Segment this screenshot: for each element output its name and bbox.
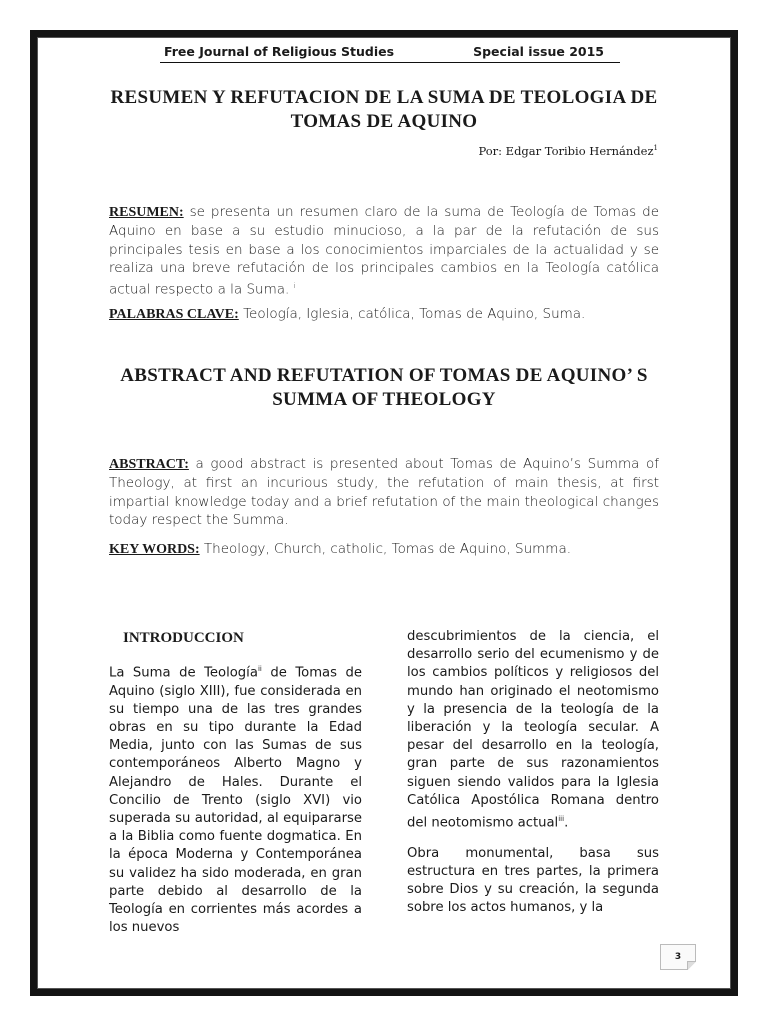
body-column-right [407, 628, 659, 929]
resumen-label: RESUMEN: [109, 205, 184, 220]
journal-name: Free Journal of Religious Studies [164, 44, 395, 59]
resumen-text: se presenta un resumen claro de la suma de Teología de Tomas de Aquino en base a su estudio minucioso, a la par de la refutación de sus principales tesis en base a los conocimientos imparciales de la actualidad y se realiza una breve refutación de los principales cambios en la Teología católica actual respecto a la Suma. [109, 204, 659, 298]
spanish-title-line1: RESUMEN Y REFUTACION DE LA SUMA DE TEOLOGIA DE [110, 87, 658, 108]
section-heading-introduccion: INTRODUCCION [123, 630, 244, 646]
palabras-clave-paragraph [109, 305, 659, 324]
palabras-clave-label: PALABRAS CLAVE: [109, 307, 239, 322]
body-text: descubrimientos de la ciencia, el desarrollo serio del ecumenismo y de los cambios políticos y religiosos del mundo han originado el neotomismo y la presencia de la teología de la liberación y la teología secular. A pesar del desarrollo en la teología, gran parte de sus razonamientos siguen siendo validos para la Iglesia Católica Apostólica Romana dentro del neotomismo actual [407, 629, 659, 831]
keywords-paragraph [109, 540, 659, 559]
body-paragraph [407, 845, 659, 918]
abstract-label: ABSTRACT: [109, 457, 189, 472]
page-number: 3 [660, 944, 696, 970]
author-line [478, 144, 658, 158]
issue-label: Special issue 2015 [473, 44, 604, 59]
palabras-clave-text: Teología, Iglesia, católica, Tomas de Aquino, Suma. [238, 306, 586, 322]
author-name: Por: Edgar Toribio Hernández [478, 144, 654, 158]
body-text: La Suma de Teología [109, 665, 258, 681]
spanish-title [100, 86, 668, 134]
body-text: Obra monumental, basa sus estructura en tres partes, la primera sobre Dios y su creación, la segunda sobre los actos humanos, y la [407, 845, 659, 916]
body-text: . [564, 815, 569, 831]
running-header [160, 44, 620, 63]
author-footnote-ref[interactable]: 1 [653, 144, 658, 153]
resumen-paragraph [109, 203, 659, 299]
resumen-footnote-ref[interactable]: i [293, 282, 296, 291]
abstract-text: a good abstract is presented about Tomas de Aquino’s Summa of Theology, at first an incurious study, the refutation of main thesis, at first impartial knowledge today and a brief refutation of the main theological changes today respect the Summa. [109, 456, 659, 528]
keywords-text: Theology, Church, catholic, Tomas de Aquino, Summa. [199, 541, 572, 557]
footnote-ref-iii[interactable]: iii [558, 815, 565, 824]
abstract-paragraph [109, 455, 659, 529]
body-paragraph [407, 628, 659, 833]
keywords-label: KEY WORDS: [109, 542, 200, 557]
footnote-ref-ii[interactable]: ii [257, 665, 262, 673]
spanish-title-line2: TOMAS DE AQUINO [290, 111, 478, 132]
english-title-line1: ABSTRACT AND REFUTATION OF TOMAS DE AQUINO’ S [120, 365, 648, 386]
english-title-line2: SUMMA OF THEOLOGY [272, 389, 496, 410]
english-title [100, 364, 668, 412]
body-column-left [109, 660, 362, 949]
body-paragraph [109, 660, 362, 937]
body-text: de Tomas de Aquino (siglo XIII), fue considerada en su tiempo una de las tres grandes obras en su tipo durante la Edad Media, junto con las Sumas de sus contemporáneos Alberto Magno y Alejandro de Hales. Durante el Concilio de Trento (siglo XVI) vio superada su autoridad, al equipararse a la Biblia como fuente dogmatica. En la época Moderna y Contemporánea su validez ha sido moderada, en gran parte debido al desarrollo de la Teología en corrientes más acordes a los nuevos [109, 665, 362, 936]
